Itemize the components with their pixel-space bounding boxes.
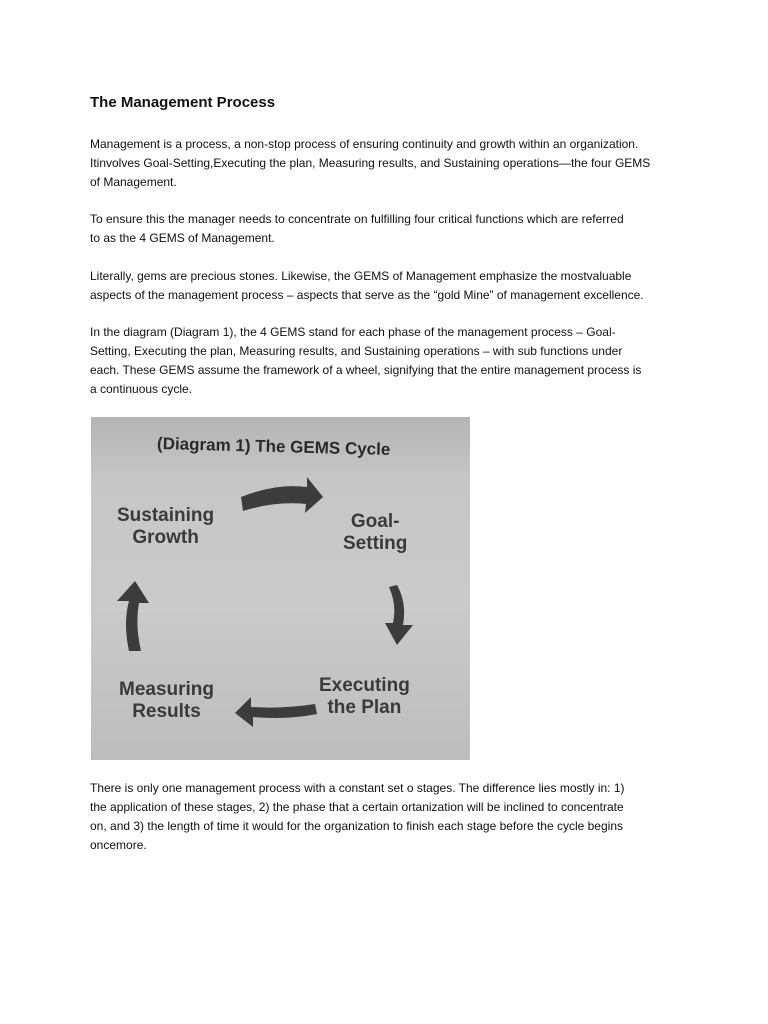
document-title: The Management Process — [90, 94, 276, 111]
stage-label: Measuring — [119, 679, 215, 700]
text-line: Itinvolves Goal-Setting,Executing the plan, Measuring results, and Sustaining operations—the four GEMS — [90, 156, 651, 170]
text-line: each. These GEMS assume the framework of a wheel, signifying that the entire management process is — [90, 363, 642, 377]
paragraph-critical-functions — [90, 210, 680, 248]
gems-cycle-diagram — [91, 417, 470, 760]
text-line: of Management. — [90, 175, 177, 189]
arrow-right-icon — [241, 477, 323, 513]
stage-label: Growth — [132, 527, 199, 548]
text-line: the application of these stages, 2) the phase that a certain ortanization will be inclined to concentrate — [90, 800, 624, 814]
stage-label: Setting — [343, 533, 408, 554]
paragraph-management-definition — [90, 135, 680, 192]
stage-sustaining-growth — [117, 505, 214, 549]
text-line: on, and 3) the length of time it would for the organization to finish each stage before the cycle begins — [90, 819, 623, 833]
arrow-left-icon — [235, 697, 317, 727]
text-line: In the diagram (Diagram 1), the 4 GEMS stand for each phase of the management process – Goal- — [90, 325, 616, 339]
text-line: oncemore. — [90, 838, 147, 852]
arrow-up-icon — [117, 581, 149, 651]
text-line: There is only one management process with a constant set o stages. The difference lies mostly in: 1) — [90, 781, 625, 795]
text-line: Setting, Executing the plan, Measuring results, and Sustaining operations – with sub functions under — [90, 344, 623, 358]
text-line: aspects of the management process – aspects that serve as the “gold Mine” of management excellence. — [90, 288, 644, 302]
paragraph-stage-differences — [90, 779, 680, 855]
paragraph-diagram-explanation — [90, 323, 680, 399]
stage-label: Results — [132, 701, 201, 722]
stage-executing-plan — [319, 675, 410, 719]
stage-label: the Plan — [327, 697, 402, 718]
stage-label: Goal- — [350, 511, 400, 532]
text-line: to as the 4 GEMS of Management. — [90, 231, 275, 245]
text-line: To ensure this the manager needs to concentrate on fulfilling four critical functions which are referred — [90, 212, 624, 226]
diagram-title: (Diagram 1) The GEMS Cycle — [156, 433, 391, 460]
stage-label: Executing — [319, 675, 410, 696]
arrow-down-icon — [385, 585, 413, 645]
paragraph-gems-meaning — [90, 267, 680, 305]
stage-label: Sustaining — [117, 505, 215, 526]
text-line: Literally, gems are precious stones. Likewise, the GEMS of Management emphasize the mostvaluable — [90, 269, 632, 283]
text-line: Management is a process, a non-stop process of ensuring continuity and growth within an organization. — [90, 137, 639, 151]
text-line: a continuous cycle. — [90, 382, 193, 396]
stage-goal-setting — [343, 511, 407, 555]
stage-measuring-results — [119, 679, 214, 723]
